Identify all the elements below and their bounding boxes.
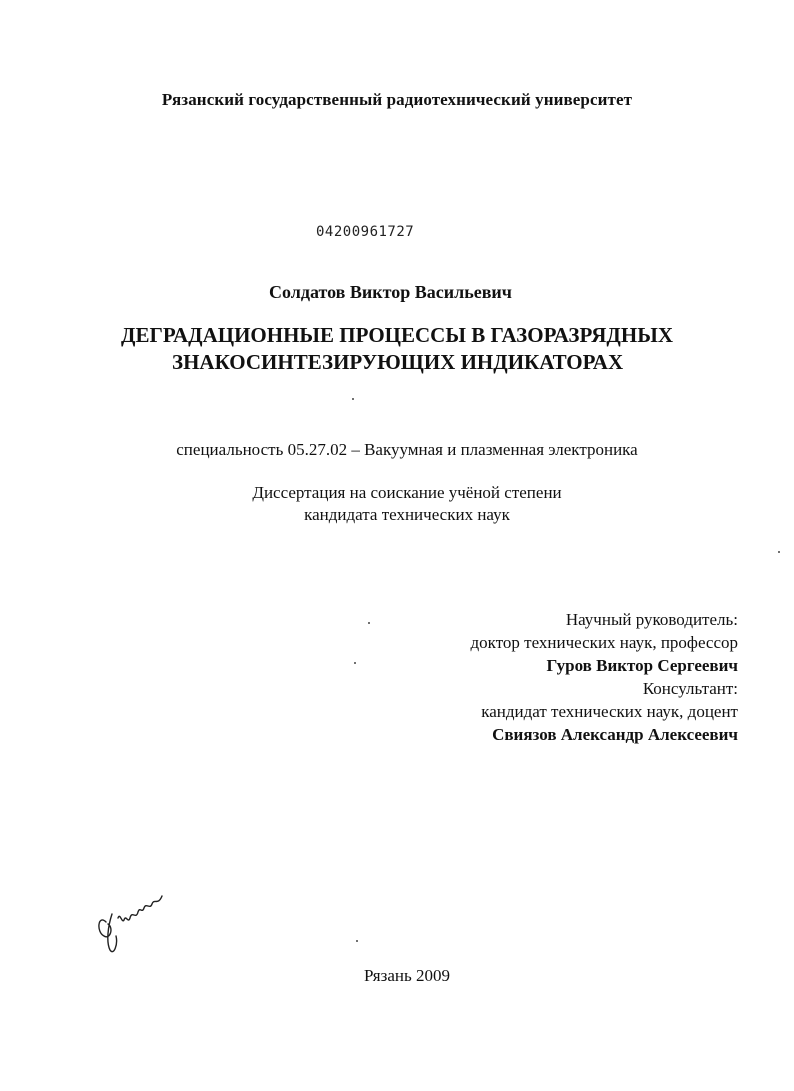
consultant-name: Свиязов Александр Алексеевич (492, 725, 738, 744)
signature-icon (92, 884, 172, 956)
degree-line-2: кандидата технических наук (304, 505, 510, 524)
scan-speck (354, 662, 356, 664)
title-line-1: ДЕГРАДАЦИОННЫЕ ПРОЦЕССЫ В ГАЗОРАЗРЯДНЫХ (121, 323, 673, 347)
degree-line-1: Диссертация на соискание учёной степени (252, 483, 562, 502)
specialty-line: специальность 05.27.02 – Вакуумная и плазменная электроника (176, 440, 638, 459)
scan-speck (356, 940, 358, 942)
supervisor-name: Гуров Виктор Сергеевич (546, 656, 738, 675)
scan-speck (352, 398, 354, 400)
supervisor-label: Научный руководитель: (565, 610, 738, 629)
document-number: 04200961727 (316, 224, 415, 240)
author-name: Солдатов Виктор Васильевич (269, 282, 512, 302)
advisors-block (471, 608, 738, 746)
consultant-degree: кандидат технических наук, доцент (481, 702, 738, 721)
scan-speck (368, 622, 370, 624)
consultant-label: Консультант: (642, 679, 738, 698)
city-year: Рязань 2009 (364, 966, 450, 985)
title-line-2: ЗНАКОСИНТЕЗИРУЮЩИХ ИНДИКАТОРАХ (172, 350, 624, 374)
university-name: Рязанский государственный радиотехнический университет (161, 90, 633, 109)
supervisor-degree: доктор технических наук, профессор (470, 633, 738, 652)
dissertation-title (0, 322, 794, 376)
scan-speck (778, 551, 780, 553)
degree-statement (0, 482, 794, 526)
